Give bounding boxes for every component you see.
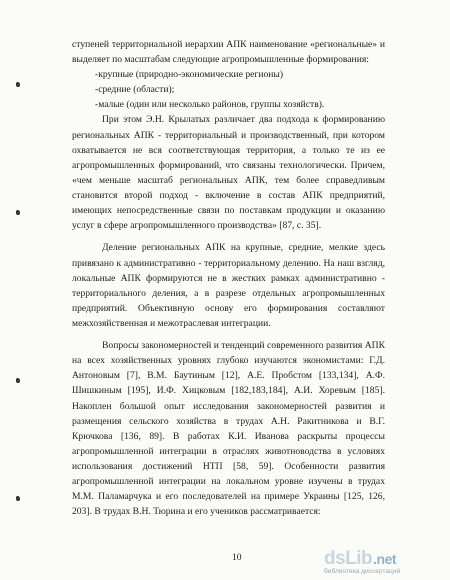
watermark-logo [324,548,397,569]
list-item: -крупные (природно-экономические регионы) [95,69,284,81]
paragraph: Вопросы закономерностей и тенденций современного развития АПК на всех хозяйственных уровнях глубоко изучаются экономистами: Г.Д. Антоновым [7], В.М. Баутиным [12], А.Е. Пробстом [133,134], А.Ф. Шишкиным [195], И.Ф. Хицковым [182,183,184], А.И. Хоревым [185]. Накоплен большой опыт исследования закономерностей развития и размещения сельского хозяйства в трудах А.Н. Ракитникова и В.Г. Крючкова [136, 89]. В работах К.И. Иванова раскрыты процессы агропромышленной интеграции в отраслях животноводства в условиях использования достижений НТП [58, 59]. Особенности развития агропромышленной интеграции на локальном уровне изучены в трудах М.М. Паламарчука и его последователей на примере Украины [125, 126, 203]. В трудах В.Н. Тюрина и его учеников рассматривается: [72,340,385,518]
watermark [324,549,448,573]
watermark-logo-tld: .net [373,551,397,567]
scan-mark [16,210,20,215]
watermark-logo-name: dsLib [324,548,373,569]
page-number: 10 [232,552,242,563]
paragraph: При этом Э.Н. Крылатых различает два подхода к формированию региональных АПК - территориальный и производственный, при котором охватывается не вся соответствующая территория, а только те из ее агропромышленных формирований, что связаны технологически. Причем, «чем меньше масштаб региональных АПК, тем более справедливым становится второй подход - включение в состав АПК предприятий, имеющих непосредственные связи по поставкам продукции и оказанию услуг в сфере агропромышленного производства» [87, с. 35]. [72,114,385,232]
watermark-subtitle: библиотека диссертаций [324,568,401,575]
list-item: -средние (области); [95,84,175,96]
list-item: -малые (один или несколько районов, группы хозяйств). [95,99,325,111]
scan-mark [16,82,20,87]
paragraph: Деление региональных АПК на крупные, средние, мелкие здесь привязано к административно - территориальному делению. На наш взгляд, локальные АПК формируются не в жестких рамках административно - территориального деления, а в разрезе отдельных агропромышленных предприятий. Объективную основу его формирования составляют межхозяйственная и межотраслевая интеграции. [72,242,385,329]
document-body [72,37,385,519]
scan-mark [16,378,20,383]
scan-mark [16,496,20,501]
paragraph-intro: ступеней территориальной иерархии АПК наименование «региональные» и выделяет по масштабам следующие агропромышленные формирования: [72,39,385,66]
